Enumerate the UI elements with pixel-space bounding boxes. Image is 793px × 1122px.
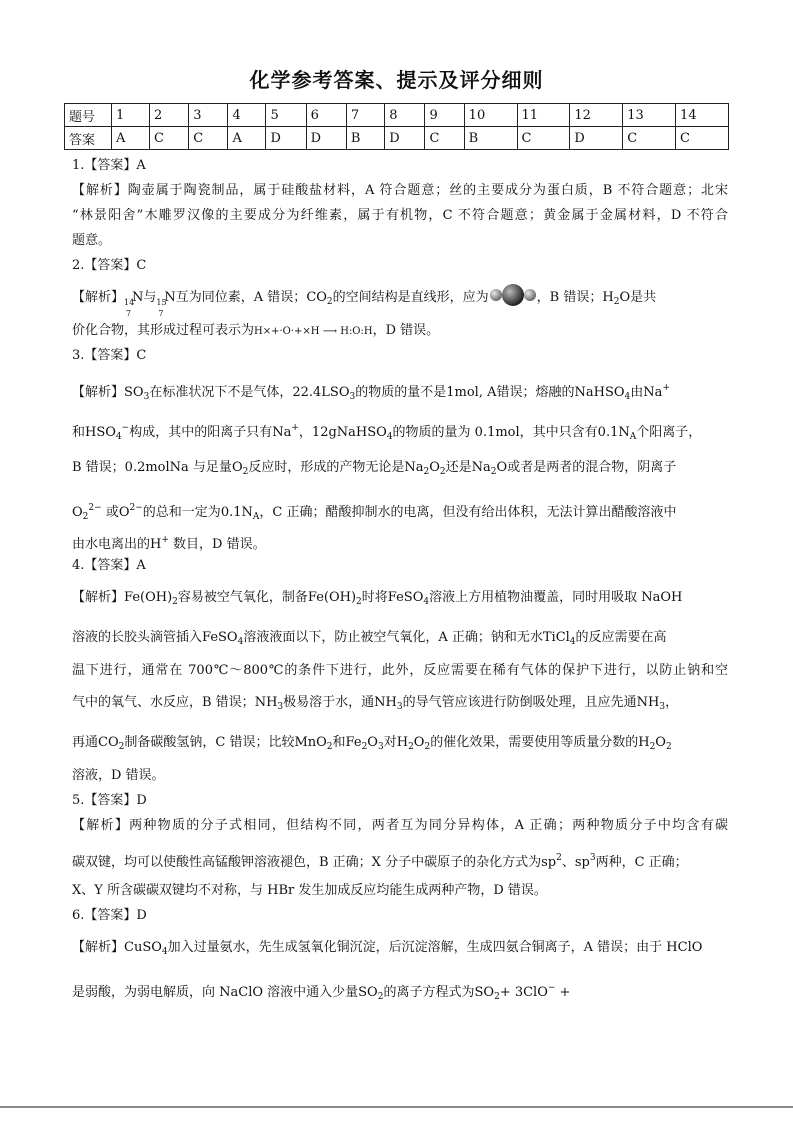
text: 的离子方程式为 <box>383 985 475 1000</box>
q5-analysis-line <box>72 838 728 878</box>
text: 溶液液面以下，防止被空气氧化，A 正确；钠和无水 <box>243 630 543 645</box>
formula: Fe <box>345 735 362 750</box>
subscript: A <box>629 432 637 442</box>
q2-analysis-line <box>72 318 728 343</box>
formula: O <box>655 735 666 750</box>
text: 对 <box>383 735 397 750</box>
formula: O <box>619 290 631 305</box>
q5-analysis-line: X、Y 所含碳碳双键均不对称，与 HBr 发生加成反应均能生成两种产物，D 错误。 <box>72 883 547 898</box>
subscript: 2 <box>377 992 384 1002</box>
subscript: 2 <box>613 297 620 307</box>
text: ，D 错误。 <box>372 323 440 338</box>
text: 构成，其中的阳离子只有 <box>129 425 273 440</box>
q4-analysis-line: 溶液，D 错误。 <box>72 768 165 783</box>
text: 【解析】 <box>72 290 125 305</box>
formula: H <box>602 290 614 305</box>
answer-cell: A <box>112 127 150 150</box>
subscript: 4 <box>423 597 430 607</box>
superscript: + <box>291 423 299 433</box>
subscript: 2 <box>326 297 333 307</box>
superscript: 2− <box>129 503 143 513</box>
text: 1mol, A <box>446 385 497 400</box>
text: 与 <box>143 290 157 305</box>
formula: 12gNaHSO <box>311 425 387 440</box>
q4-analysis-line <box>72 723 728 763</box>
answer-cell: C <box>676 127 729 150</box>
subscript: 3 <box>143 392 150 402</box>
answer-cell: A <box>228 127 266 150</box>
q6-analysis-line <box>72 968 728 1008</box>
formula: O <box>367 735 378 750</box>
text: 由 <box>630 385 644 400</box>
superscript: + <box>662 383 670 393</box>
co2-molecule-model-icon <box>489 282 537 308</box>
formula: NaHSO <box>574 385 625 400</box>
subscript: 2 <box>494 992 500 1002</box>
subscript: 2 <box>408 742 414 752</box>
text: 错误；熔融的 <box>496 385 575 400</box>
text: 的总和一定为 <box>142 505 221 520</box>
question-number: 14 <box>676 104 729 127</box>
formula: MnO <box>294 735 327 750</box>
q3-analysis-line <box>72 368 728 408</box>
text: 【解析】 <box>72 590 125 605</box>
q1-answer: 1.【答案】A <box>72 158 146 173</box>
answer-cell: D <box>266 127 306 150</box>
text: 的物质的量为 0.1mol，其中只含有 <box>392 425 598 440</box>
answer-table-header-row <box>65 104 729 127</box>
formula: Na <box>272 425 292 440</box>
formula: O <box>496 460 508 475</box>
subscript: 3 <box>396 702 403 712</box>
formula: CuSO <box>124 940 162 955</box>
isotope-n14 <box>124 285 135 318</box>
q5-answer: 5.【答案】D <box>72 793 147 808</box>
text: ，C 正确；醋酸抑制水的电离，但没有给出体积，无法计算出醋酸溶液中 <box>259 505 677 520</box>
subscript: 4 <box>386 432 393 442</box>
formula: CO <box>306 290 327 305</box>
q4-analysis-line <box>72 618 728 658</box>
text: ， <box>665 695 679 710</box>
header-label: 题号 <box>65 104 112 127</box>
text: 的物质的量不是 <box>355 385 447 400</box>
mass-number: 14 <box>124 298 135 307</box>
text: 是弱酸，为弱电解质，向 NaClO 溶液中通入少量 <box>72 985 359 1000</box>
answer-cell: D <box>385 127 425 150</box>
page-divider <box>0 1106 793 1108</box>
subscript: 3 <box>349 392 356 402</box>
q3-analysis-line <box>72 448 728 488</box>
answer-table <box>64 103 729 150</box>
formula: sp <box>541 855 557 870</box>
q2-analysis-line <box>72 278 728 318</box>
superscript: + <box>161 535 169 545</box>
formula: Fe(OH) <box>307 590 357 605</box>
formula: 0.1N <box>597 425 630 440</box>
subscript: 3 <box>277 702 284 712</box>
formula: 0.1N <box>220 505 253 520</box>
formula: sp <box>574 855 590 870</box>
question-number: 12 <box>570 104 623 127</box>
q4-answer: 4.【答案】A <box>72 558 146 573</box>
formula: CO <box>98 735 119 750</box>
formula: FeSO <box>387 590 424 605</box>
answer-cell: B <box>464 127 517 150</box>
subscript: 2 <box>82 512 89 522</box>
text: 或 <box>105 505 119 520</box>
formula: NH <box>636 695 660 710</box>
formula: NH <box>374 695 397 710</box>
q4-analysis-line <box>72 578 728 618</box>
formula: O <box>413 735 425 750</box>
text: 溶液的长胶头滴管插入 <box>72 630 203 645</box>
text: 价化合物，其形成过程可表示为 <box>72 323 255 338</box>
formula: H <box>150 537 162 552</box>
subscript: 2 <box>326 742 333 752</box>
formula: O <box>118 505 130 520</box>
q1-analysis-line: 【解析】陶壶属于陶瓷制品，属于硅酸盐材料，A 符合题意；丝的主要成分为蛋白质，B 不符合题意；北宋 <box>72 183 728 198</box>
element: N <box>164 290 176 305</box>
question-number: 7 <box>346 104 384 127</box>
q5-analysis-line: 【解析】两种物质的分子式相同，但结构不同，两者互为同分异构体，A 正确；两种物质分子中均含有碳 <box>72 818 728 833</box>
text: 数目，D 错误。 <box>173 537 266 552</box>
question-number: 2 <box>150 104 189 127</box>
q3-analysis-line <box>72 528 728 553</box>
q6-analysis-line <box>72 928 728 968</box>
text: 极易溶于水，通 <box>283 695 375 710</box>
q3-analysis-line <box>72 488 728 528</box>
formula: NH <box>254 695 278 710</box>
text: 【解析】 <box>72 940 125 955</box>
subscript: 2 <box>356 597 362 607</box>
text: 制备碳酸氢钠，C 错误；比较 <box>124 735 295 750</box>
superscript: − <box>547 983 556 993</box>
superscript: 2 <box>556 853 562 863</box>
formula: 22.4LSO <box>292 385 350 400</box>
formula: O <box>72 505 83 520</box>
text: 个阳离子， <box>636 425 702 440</box>
page-title: 化学参考答案、提示及评分细则 <box>249 68 544 92</box>
mass-number: 15 <box>156 298 167 307</box>
q6-answer: 6.【答案】D <box>72 908 147 923</box>
atomic-number: 7 <box>158 309 164 318</box>
subscript: 2 <box>242 467 249 477</box>
subscript: 4 <box>569 637 576 647</box>
atomic-number: 7 <box>126 309 132 318</box>
answer-cell: C <box>189 127 228 150</box>
question-number: 6 <box>306 104 346 127</box>
subscript: 2 <box>665 742 672 752</box>
text: + <box>559 985 571 1000</box>
formula: Fe(OH) <box>124 590 173 605</box>
formula: H <box>396 735 409 750</box>
formula: SO <box>358 985 378 1000</box>
subscript: 2 <box>361 742 368 752</box>
q2-answer: 2.【答案】C <box>72 258 147 273</box>
subscript: 2 <box>649 742 656 752</box>
text: 容易被空气氧化，制备 <box>177 590 308 605</box>
question-number: 9 <box>425 104 464 127</box>
text: 由水电离出的 <box>72 537 151 552</box>
question-number: 5 <box>266 104 306 127</box>
formula: O <box>231 460 243 475</box>
formula: HSO <box>85 425 116 440</box>
formula: O <box>429 460 440 475</box>
text: 溶液上方用植物油覆盖，同时用吸取 NaOH <box>429 590 683 605</box>
answer-cell: D <box>570 127 623 150</box>
subscript: 2 <box>490 467 497 477</box>
formula: H <box>638 735 650 750</box>
formula: Na <box>643 385 663 400</box>
answer-cell: C <box>517 127 570 150</box>
text: 【解析】 <box>72 385 125 400</box>
q3-analysis-line <box>72 408 728 448</box>
text: ， <box>298 425 312 440</box>
text: 反应时，形成的产物无论是 <box>248 460 405 475</box>
subscript: 4 <box>161 947 168 957</box>
superscript: − <box>121 423 130 433</box>
text: 加入过量氨水，先生成氢氧化铜沉淀，后沉淀溶解，生成四氨合铜离子，A 错误；由于 HClO <box>167 940 703 955</box>
question-number: 4 <box>228 104 266 127</box>
answer-cell: C <box>425 127 464 150</box>
answer-cell: C <box>623 127 676 150</box>
text: 碳双键，均可以使酸性高锰酸钾溶液褪色，B 正确；X 分子中碳原子的杂化方式为 <box>72 855 542 870</box>
superscript: 3 <box>589 853 596 863</box>
text: 再通 <box>72 735 99 750</box>
answer-cell: D <box>306 127 346 150</box>
q3-answer: 3.【答案】C <box>72 348 147 363</box>
q1-analysis-line: “林景阳舍”木雕罗汉像的主要成分为纤维素，属于有机物，C 不符合题意；黄金属于金属材料，D 不符合 <box>72 208 728 223</box>
q1-analysis-line: 题意。 <box>72 233 112 248</box>
subscript: A <box>252 512 260 522</box>
subscript: 4 <box>115 432 122 442</box>
text: 两种，C 正确； <box>595 855 688 870</box>
subscript: 2 <box>424 742 431 752</box>
text: ，B 错误； <box>536 290 603 305</box>
text: 的催化效果，需要使用等质量分数的 <box>430 735 639 750</box>
subscript: 4 <box>624 392 631 402</box>
text: 还是 <box>445 460 472 475</box>
formula: SO <box>124 385 144 400</box>
question-number: 10 <box>464 104 517 127</box>
isotope-n15 <box>156 285 167 318</box>
question-number: 11 <box>517 104 570 127</box>
text: 的反应需要在高 <box>575 630 667 645</box>
text: 和 <box>332 735 346 750</box>
answer-cell: C <box>150 127 189 150</box>
text: 和 <box>72 425 86 440</box>
text: B 错误；0.2molNa 与足量 <box>72 460 232 475</box>
formula: FeSO <box>202 630 238 645</box>
subscript: 2 <box>439 467 446 477</box>
subscript: 2 <box>172 597 178 607</box>
subscript: 2 <box>118 742 125 752</box>
formula: + 3ClO <box>499 985 548 1000</box>
text: 互为同位素，A 错误； <box>175 290 307 305</box>
text: 气中的氧气、水反应，B 错误； <box>72 695 255 710</box>
question-number: 1 <box>112 104 150 127</box>
subscript: 3 <box>377 742 384 752</box>
formula: Na <box>404 460 424 475</box>
text: 时将 <box>361 590 388 605</box>
question-number: 8 <box>385 104 425 127</box>
subscript: 3 <box>659 702 666 712</box>
formula: Na <box>471 460 491 475</box>
formula: SO <box>474 985 495 1000</box>
q4-analysis-line: 温下进行，通常在 700℃～800℃的条件下进行，此外，反应需要在稀有气体的保护下进行，以防止钠和空 <box>72 663 728 678</box>
question-number: 13 <box>623 104 676 127</box>
answer-cell: B <box>346 127 384 150</box>
subscript: 4 <box>237 637 244 647</box>
solutions <box>72 153 728 1008</box>
text: 或者是两者的混合物，阴离子 <box>507 460 677 475</box>
element: N <box>132 290 144 305</box>
text: 是共 <box>630 290 657 305</box>
text: 的导气管应该进行防倒吸处理，且应先通 <box>402 695 637 710</box>
q4-analysis-line <box>72 683 728 723</box>
answer-label: 答案 <box>65 127 112 150</box>
formula: TiCl <box>542 630 570 645</box>
question-number: 3 <box>189 104 228 127</box>
electron-dot-equation: H×+·O·+×H ⟶ H:O:H <box>254 326 373 337</box>
answer-table-answer-row <box>65 127 729 150</box>
text: 、 <box>561 855 575 870</box>
text: 的空间结构是直线形，应为 <box>332 290 489 305</box>
superscript: 2− <box>88 503 102 513</box>
subscript: 2 <box>423 467 430 477</box>
text: 在标准状况下不是气体， <box>149 385 293 400</box>
